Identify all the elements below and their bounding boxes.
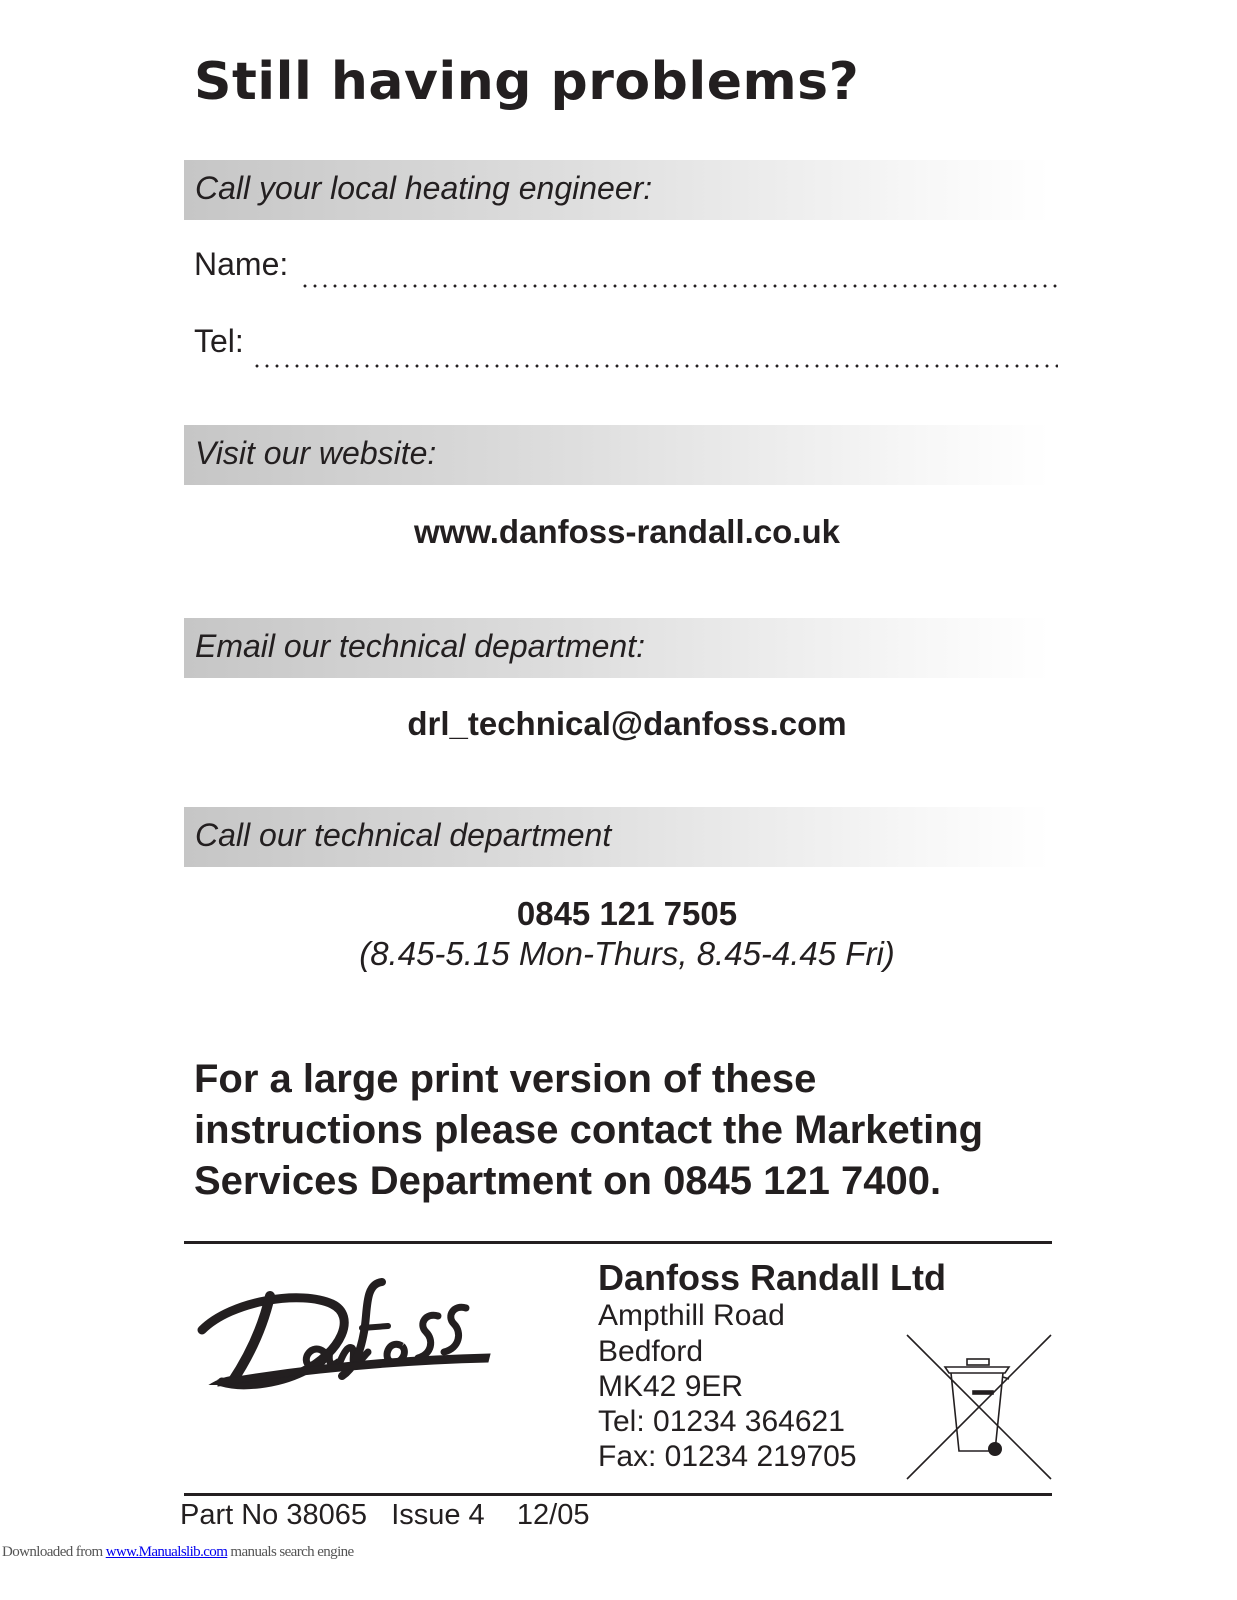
phone-number: 0845 121 7505 [516,895,738,932]
tel-dotted-line [252,364,1058,368]
section-heading-engineer: Call your local heating engineer: [195,170,653,206]
part-info [180,1497,590,1533]
company-tel: Tel: 01234 364621 [598,1405,845,1438]
section-band-engineer [184,160,1050,220]
section-heading-website: Visit our website: [195,435,437,471]
address-line-3: MK42 9ER [598,1370,744,1403]
crossed-out-wheelie-bin-icon [905,1333,1053,1481]
top-divider [184,1241,1052,1244]
phone-hours: (8.45-5.15 Mon-Thurs, 8.45-4.45 Fri) [359,935,895,972]
large-print-line-1: For a large print version of these [194,1057,817,1101]
issue-number: Issue 4 [391,1499,485,1531]
section-band-phone [184,807,1050,867]
company-name: Danfoss Randall Ltd [598,1257,947,1298]
section-band-email [184,618,1050,678]
section-heading-phone: Call our technical department [195,817,612,853]
large-print-notice [194,1054,1094,1207]
large-print-line-3: Services Department on 0845 121 7400. [194,1159,942,1203]
name-dotted-line [300,284,1058,288]
danfoss-logo [192,1272,492,1392]
download-footer [2,1540,354,1564]
footer-prefix: Downloaded from [2,1544,106,1560]
company-fax: Fax: 01234 219705 [598,1440,857,1473]
address-line-1: Ampthill Road [598,1299,785,1332]
bottom-divider [184,1493,1052,1496]
section-band-website [184,425,1050,485]
large-print-line-2: instructions please contact the Marketing [194,1108,984,1152]
tel-label: Tel: [194,323,244,359]
name-label: Name: [194,246,289,282]
manualslib-link[interactable]: www.Manualslib.com [105,1544,228,1560]
address-line-2: Bedford [598,1335,704,1368]
section-heading-email: Email our technical department: [195,628,645,664]
part-number: Part No 38065 [180,1499,368,1531]
page-title: Still having problems? [194,52,860,112]
issue-date: 12/05 [516,1499,590,1531]
email-address[interactable]: drl_technical@danfoss.com [407,705,847,742]
footer-suffix: manuals search engine [227,1544,354,1560]
website-url[interactable]: www.danfoss-randall.co.uk [413,513,841,550]
